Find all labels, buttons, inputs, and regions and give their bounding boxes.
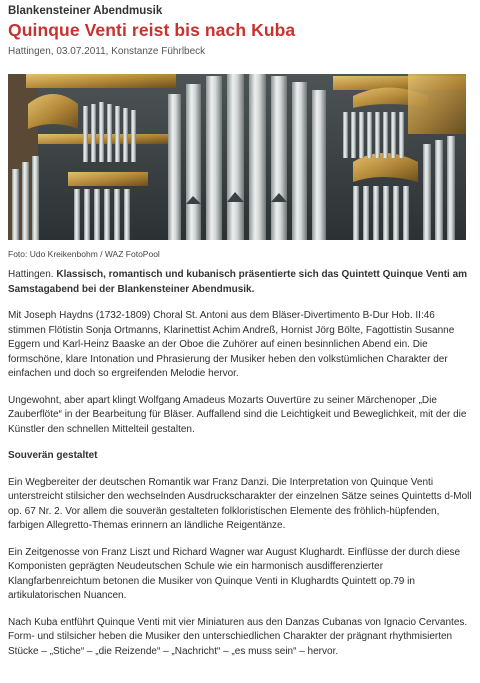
article-body bbox=[8, 268, 472, 671]
paragraph-3: Ein Wegbereiter der deutschen Romantik war Franz Danzi. Die Interpretation von Quinque Venti unterstreicht stilsicher den wechselnden Ausdruckscharakter der einzelnen Sätze seines Quintetts d-Moll op. 67 Nr. 2. Vor allem die souverän gestalteten folkloristischen Elemente des fröhlich-hüpfenden, farbigen Allegretto-Themas erinnern an ländliche Reigentänze. bbox=[8, 476, 472, 531]
subheading: Souverän gestaltet bbox=[8, 450, 98, 461]
article-kicker: Blankensteiner Abendmusik bbox=[8, 5, 163, 17]
lead-text: Klassisch, romantisch und kubanisch präsentierte sich das Quintett Quinque Venti am Samstagabend bei der Blankensteiner Abendmusik. bbox=[8, 269, 468, 295]
photo-credit: Foto: Udo Kreikenbohm / WAZ FotoPool bbox=[8, 249, 160, 259]
paragraph-1: Mit Joseph Haydns (1732-1809) Choral St. Antoni aus dem Bläser-Divertimento B-Dur Hob. II:46 stimmen Flötistin Sonja Ortmanns, Klarinettist Achim Andreß, Hornist Jörg Bölte, Fagottistin Susanne Eggern und Karl-Heinz Baaske an der Oboe die Zuhörer auf einen besinnlichen Abend ein. Die formschöne, klare Intonation und Phrasierung der Musiker heben den volkstümlichen Charakter der einfachen und doch so ergreifenden Melodie hervor. bbox=[8, 310, 455, 379]
paragraph-5: Nach Kuba entführt Quinque Venti mit vier Miniaturen aus den Danzas Cubanas von Ignacio Cervantes. Form- und stilsicher heben die Musiker den unterschiedlichen Charakter der prägnant rhythmisierten Stücke – „Stiche“ – „die Reizende“ – „Nachricht“ – „es muss sein“ – hervor. bbox=[8, 616, 468, 657]
article-headline: Quinque Venti reist bis nach Kuba bbox=[8, 20, 296, 40]
organ-photo bbox=[8, 74, 466, 240]
article-lead bbox=[8, 268, 472, 297]
lead-place: Hattingen. bbox=[8, 269, 54, 280]
article-byline: Hattingen, 03.07.2011, Konstanze Führlbeck bbox=[8, 46, 206, 57]
paragraph-4: Ein Zeitgenosse von Franz Liszt und Richard Wagner war August Klughardt. Einflüsse der durch diese Komponisten geprägten Neudeutschen Schule wie ein harmonisch ausdifferenzierter Klangfarbenreichtum betonen die Musiker von Quinque Venti in Klughardts Quintett op.79 in artikulatorischen Nuancen. bbox=[8, 546, 461, 601]
paragraph-2: Ungewohnt, aber apart klingt Wolfgang Amadeus Mozarts Ouvertüre zu seiner Märchenoper „Die Zauberflöte“ in der Bearbeitung für Bläser. Auffallend sind die Leichtigkeit und Beweglichkeit, mit der die Künstler den schnellen Mittelteil gestalten. bbox=[8, 394, 467, 435]
